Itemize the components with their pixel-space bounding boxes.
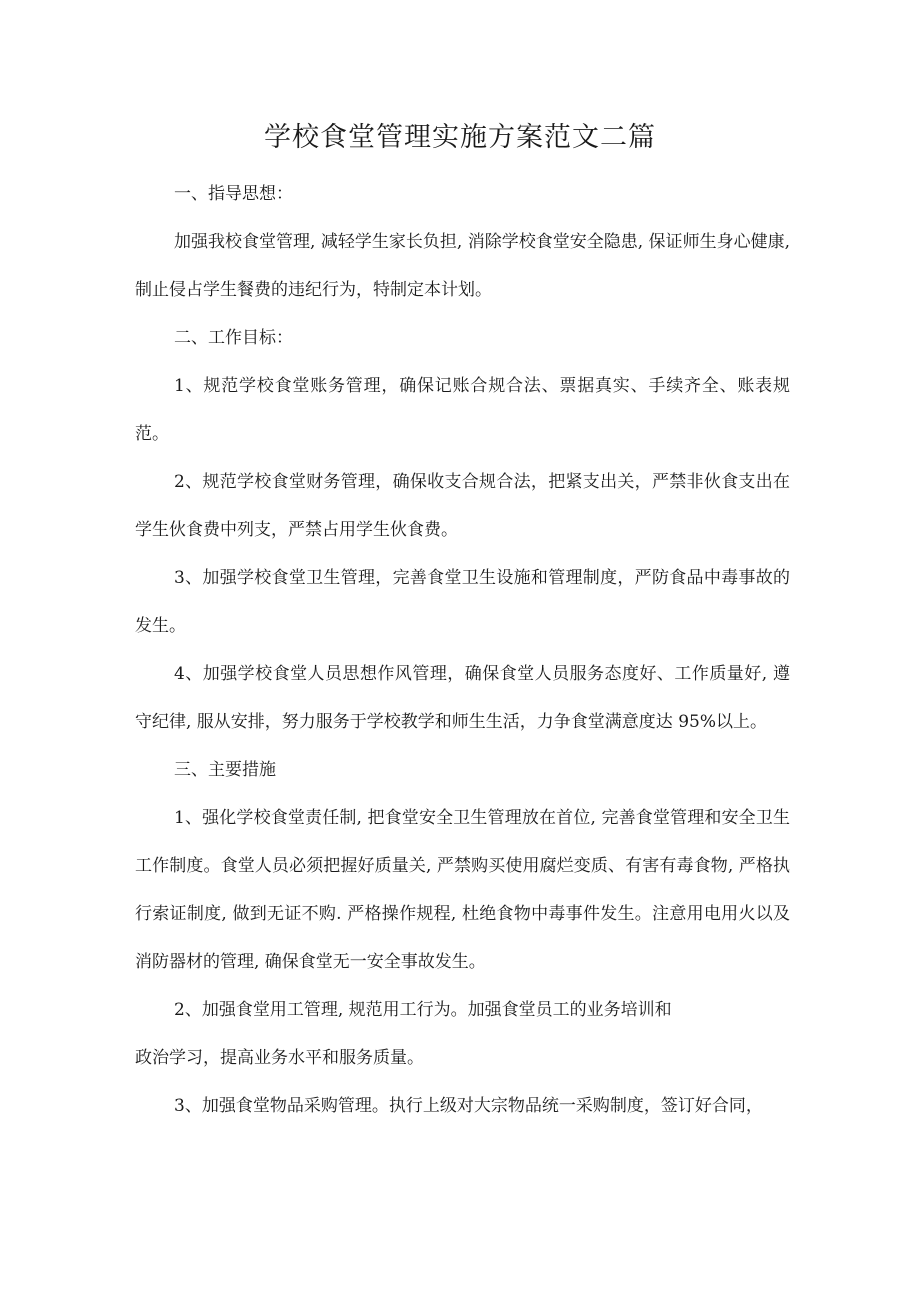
paragraph-guiding-ideology: 加强我校食堂管理, 减轻学生家长负担, 消除学校食堂安全隐患, 保证师生身心健康, 制止侵占学生餐费的违纪行为，特制定本计划。 (135, 232, 790, 300)
paragraph-goal-1: 1、规范学校食堂账务管理，确保记账合规合法、票据真实、手续齐全、账表规范。 (135, 376, 790, 444)
section-heading-work-goals: 二、工作目标： (174, 328, 293, 348)
paragraph-goal-2: 2、规范学校食堂财务管理，确保收支合规合法，把紧支出关，严禁非伙食支出在学生伙食费中列支，严禁占用学生伙食费。 (135, 472, 790, 540)
paragraph-measure-2: 2、加强食堂用工管理, 规范用工行为。加强食堂员工的业务培训和 (174, 1000, 672, 1020)
paragraph-measure-3: 3、加强食堂物品采购管理。执行上级对大宗物品统一采购制度，签订好合同， (174, 1096, 763, 1116)
paragraph-measure-2-continued: 政治学习，提高业务水平和服务质量。 (135, 1048, 424, 1068)
section-heading-main-measures: 三、主要措施 (174, 760, 276, 780)
paragraph-goal-4: 4、加强学校食堂人员思想作风管理，确保食堂人员服务态度好、工作质量好, 遵守纪律, 服从安排，努力服务于学校教学和师生生活，力争食堂满意度达 95%以上。 (135, 664, 790, 732)
paragraph-goal-3: 3、加强学校食堂卫生管理，完善食堂卫生设施和管理制度，严防食品中毒事故的发生。 (135, 568, 790, 636)
document-body (135, 170, 790, 1130)
document-title: 学校食堂管理实施方案范文二篇 (264, 122, 656, 153)
section-heading-guiding-ideology: 一、指导思想： (174, 184, 293, 204)
paragraph-measure-1: 1、强化学校食堂责任制, 把食堂安全卫生管理放在首位, 完善食堂管理和安全卫生工作制度。食堂人员必须把握好质量关, 严禁购买使用腐烂变质、有害有毒食物, 严格执行索证制度, 做到无证不购. 严格操作规程, 杜绝食物中毒事件发生。注意用电用火以及消防器材的管理, 确保食堂无一安全事故发生。 (135, 808, 790, 972)
